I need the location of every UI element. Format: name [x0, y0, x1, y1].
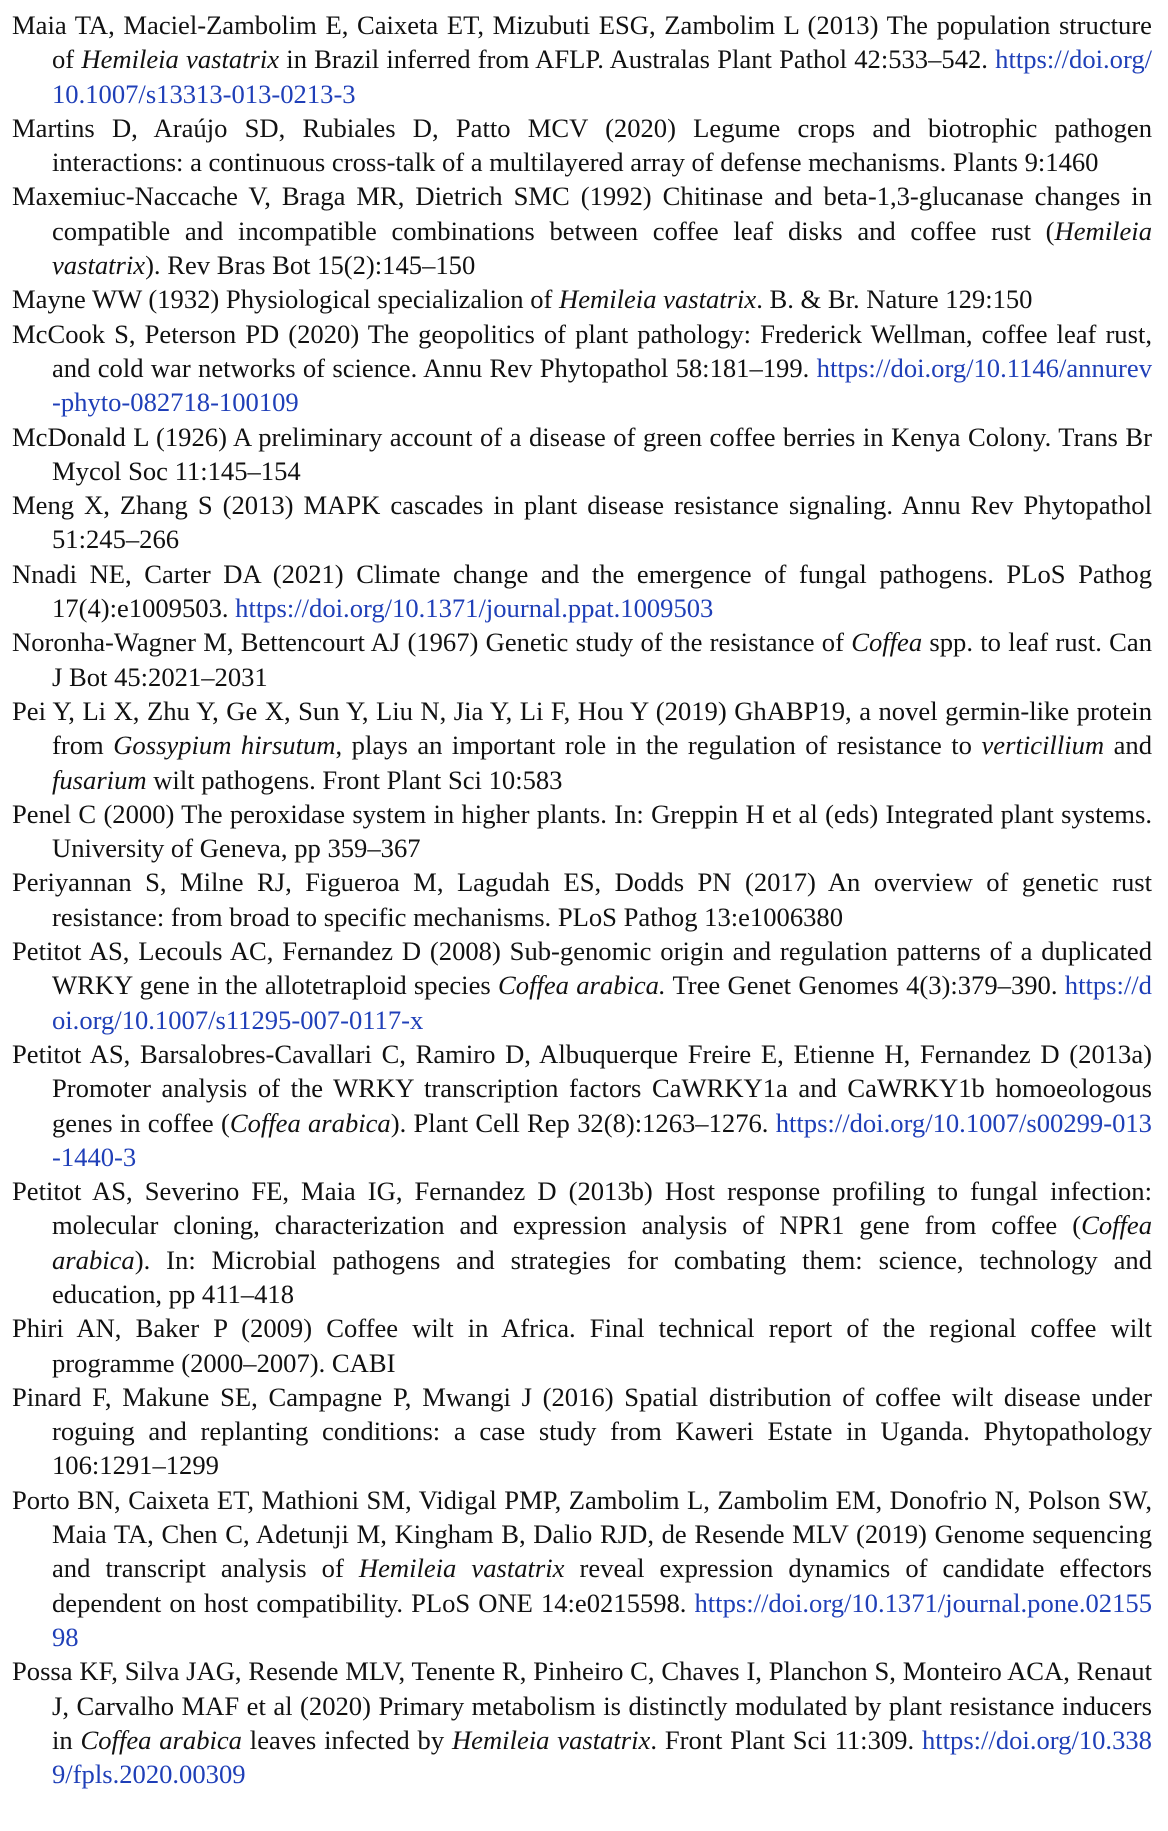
- reference-entry: [12, 797, 1152, 866]
- italic-term: verticillium: [981, 730, 1105, 761]
- reference-text: ). Rev Bras Bot 15(2):145–150: [145, 250, 476, 281]
- reference-text: Noronha-Wagner M, Bettencourt AJ (1967) Genetic study of the resistance of: [12, 627, 852, 658]
- reference-entry: [12, 1174, 1152, 1311]
- reference-text: ). Plant Cell Rep 32(8):1263–1276.: [390, 1107, 776, 1138]
- reference-entry: [12, 488, 1152, 557]
- doi-link[interactable]: https://doi.org/10.1007/s00299-013-1440-3: [52, 1107, 1152, 1172]
- reference-text: . B. & Br. Nature 129:150: [756, 284, 1033, 315]
- reference-text: , plays an important role in the regulation of resistance to: [335, 730, 982, 761]
- reference-entry: [12, 934, 1152, 1037]
- italic-term: Coffea arabica: [80, 1724, 242, 1755]
- doi-link[interactable]: https://doi.org/10.1007/s13313-013-0213-3: [52, 44, 1153, 109]
- reference-entry: [12, 557, 1152, 626]
- reference-entry: [12, 1311, 1152, 1380]
- reference-text: Maxemiuc-Naccache V, Braga MR, Dietrich SMC (1992) Chitinase and beta-1,3-glucanase changes in compatible and incompatible combinations between coffee leaf disks and coffee rust (: [12, 181, 1152, 246]
- italic-term: Gossypium hirsutum: [113, 730, 336, 761]
- reference-text: Meng X, Zhang S (2013) MAPK cascades in plant disease resistance signaling. Annu Rev Phytopathol 51:245–266: [12, 490, 1152, 555]
- reference-entry: [12, 8, 1152, 111]
- italic-term: Hemileia vastatrix: [451, 1724, 651, 1755]
- reference-entry: [12, 111, 1152, 180]
- reference-text: leaves infected by: [241, 1724, 452, 1755]
- reference-text: Pei Y, Li X, Zhu Y, Ge X, Sun Y, Liu N, Jia Y, Li F, Hou Y (2019) GhABP19, a novel germin-like protein from: [12, 695, 1152, 761]
- reference-text: Tree Genet Genomes 4(3):379–390.: [665, 970, 1065, 1001]
- reference-text: wilt pathogens. Front Plant Sci 10:583: [146, 764, 563, 795]
- reference-entry: [12, 420, 1152, 489]
- reference-text: Nnadi NE, Carter DA (2021) Climate change and the emergence of fungal pathogens. PLoS Pathog 17(4):e1009503.: [12, 558, 1152, 624]
- reference-entry: [12, 179, 1152, 282]
- reference-entry: [12, 282, 1152, 316]
- reference-text: Periyannan S, Milne RJ, Figueroa M, Lagudah ES, Dodds PN (2017) An overview of genetic rust resistance: from broad to specific mechanisms. PLoS Pathog 13:e1006380: [12, 867, 1152, 932]
- doi-link[interactable]: https://doi.org/10.3389/fpls.2020.00309: [52, 1724, 1152, 1790]
- reference-entry: [12, 865, 1152, 934]
- reference-entry: [12, 694, 1152, 797]
- reference-text: Penel C (2000) The peroxidase system in higher plants. In: Greppin H et al (eds) Integrated plant systems. University of Geneva, pp 359–367: [12, 798, 1152, 864]
- reference-entry: [12, 317, 1152, 420]
- reference-list: [12, 8, 1152, 1791]
- reference-text: Porto BN, Caixeta ET, Mathioni SM, Vidigal PMP, Zambolim L, Zambolim EM, Donofrio N, Polson SW, Maia TA, Chen C, Adetunji M, Kingham B, Dalio RJD, de Resende MLV (2019) Genome sequencing and transcript analysis of: [12, 1484, 1152, 1584]
- reference-text: and: [1104, 730, 1153, 761]
- italic-term: Coffea arabica.: [498, 970, 666, 1001]
- reference-entry: [12, 1037, 1152, 1174]
- reference-entry: [12, 1654, 1152, 1791]
- italic-term: Hemileia vastatrix: [81, 44, 280, 75]
- reference-text: Petitot AS, Severino FE, Maia IG, Fernandez D (2013b) Host response profiling to fungal infection: molecular cloning, characterization and expression analysis of NPR1 gene from coffee (: [12, 1176, 1152, 1241]
- italic-term: Coffea arabica: [52, 1210, 1152, 1275]
- reference-text: spp. to leaf rust. Can J Bot 45:2021–2031: [52, 627, 1152, 692]
- reference-text: . Front Plant Sci 11:309.: [650, 1724, 922, 1755]
- italic-term: fusarium: [52, 764, 147, 795]
- reference-text: Martins D, Araújo SD, Rubiales D, Patto MCV (2020) Legume crops and biotrophic pathogen interactions: a continuous cross-talk of a multilayered array of defense mechanisms. Plants 9:1460: [12, 112, 1152, 178]
- reference-text: Possa KF, Silva JAG, Resende MLV, Tenente R, Pinheiro C, Chaves I, Planchon S, Monteiro ACA, Renaut J, Carvalho MAF et al (2020) Primary metabolism is distinctly modulated by plant resistance inducers in: [12, 1656, 1152, 1755]
- italic-term: Coffea arabica: [229, 1107, 391, 1138]
- reference-text: McDonald L (1926) A preliminary account of a disease of green coffee berries in Kenya Colony. Trans Br Mycol Soc 11:145–154: [12, 421, 1152, 486]
- reference-text: McCook S, Peterson PD (2020) The geopolitics of plant pathology: Frederick Wellman, coffee leaf rust, and cold war networks of science. Annu Rev Phytopathol 58:181–199.: [12, 318, 1152, 383]
- reference-entry: [12, 1483, 1152, 1654]
- doi-link[interactable]: https://doi.org/10.1371/journal.ppat.1009503: [235, 593, 714, 624]
- italic-term: Hemileia vastatrix: [358, 1553, 565, 1584]
- reference-text: reveal expression dynamics of candidate effectors dependent on host compatibility. PLoS ONE 14:e0215598.: [52, 1553, 1152, 1618]
- reference-entry: [12, 625, 1152, 694]
- doi-link[interactable]: https://doi.org/10.1007/s11295-007-0117-x: [52, 970, 1152, 1035]
- reference-text: Petitot AS, Barsalobres-Cavallari C, Ramiro D, Albuquerque Freire E, Etienne H, Fernandez D (2013a) Promoter analysis of the WRKY transcription factors CaWRKY1a and CaWRKY1b homoeologous genes in coffee (: [12, 1038, 1152, 1138]
- reference-text: Mayne WW (1932) Physiological specializalion of: [12, 284, 560, 315]
- doi-link[interactable]: https://doi.org/10.1146/annurev-phyto-082718-100109: [52, 352, 1152, 418]
- reference-text: Petitot AS, Lecouls AC, Fernandez D (2008) Sub-genomic origin and regulation patterns of a duplicated WRKY gene in the allotetraploid species: [12, 936, 1152, 1001]
- reference-text: Maia TA, Maciel-Zambolim E, Caixeta ET, Mizubuti ESG, Zambolim L (2013) The population structure of: [12, 10, 1152, 75]
- doi-link[interactable]: https://doi.org/10.1371/journal.pone.0215598: [52, 1587, 1152, 1652]
- reference-text: in Brazil inferred from AFLP. Australas Plant Pathol 42:533–542.: [279, 44, 996, 75]
- reference-text: Pinard F, Makune SE, Campagne P, Mwangi J (2016) Spatial distribution of coffee wilt disease under roguing and replanting conditions: a case study from Kaweri Estate in Uganda. Phytopathology 106:1291–1299: [12, 1381, 1152, 1481]
- reference-text: ). In: Microbial pathogens and strategies for combating them: science, technology and education, pp 411–418: [52, 1244, 1152, 1309]
- reference-entry: [12, 1380, 1152, 1483]
- italic-term: Hemileia vastatrix: [52, 215, 1152, 281]
- italic-term: Coffea: [851, 627, 923, 658]
- reference-text: Phiri AN, Baker P (2009) Coffee wilt in Africa. Final technical report of the regional coffee wilt programme (2000–2007). CABI: [12, 1313, 1152, 1378]
- italic-term: Hemileia vastatrix: [559, 284, 757, 315]
